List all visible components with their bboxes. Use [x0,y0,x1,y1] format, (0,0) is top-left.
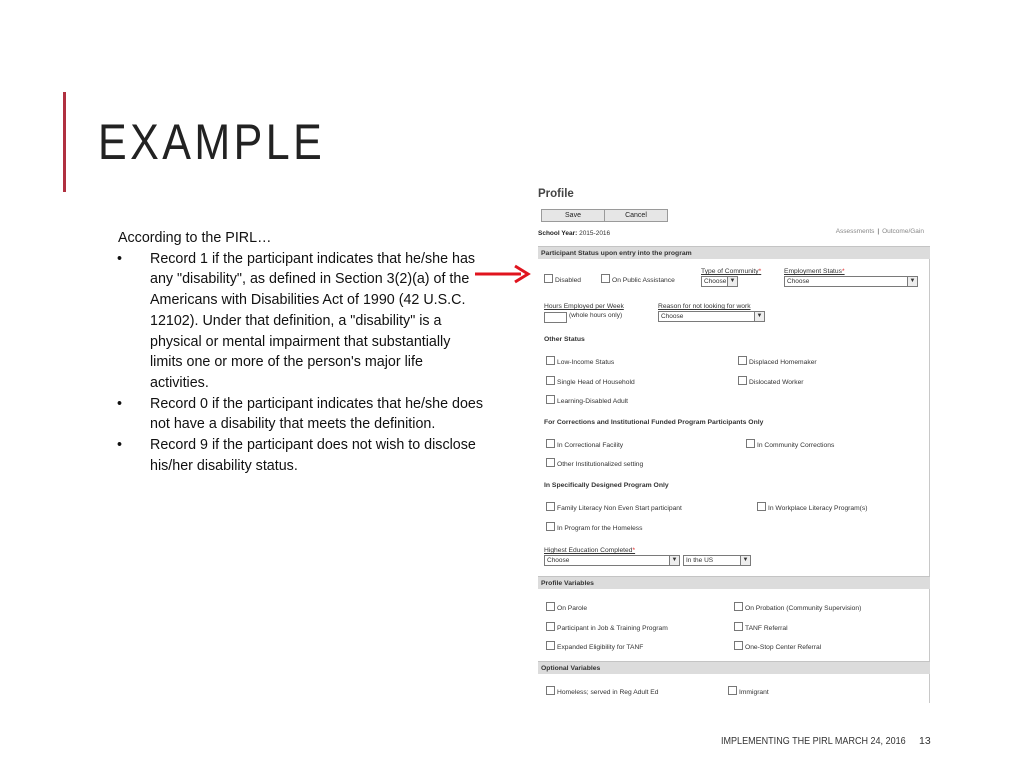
checkbox-label: Low-Income Status [557,359,615,366]
on-probation-checkbox[interactable] [734,602,861,613]
section-participant-status: Participant Status upon entry into the program [538,246,930,259]
workplace-literacy-checkbox[interactable] [757,502,867,513]
family-literacy-checkbox[interactable] [546,502,682,513]
checkbox-label: Homeless; served in Reg Adult Ed [557,689,659,696]
checkbox-box[interactable] [546,395,555,404]
title-accent-bar [63,92,66,192]
footer-text: IMPLEMENTING THE PIRL MARCH 24, 2016 [721,735,906,747]
checkbox-box[interactable] [738,356,747,365]
checkbox-box[interactable] [757,502,766,511]
checkbox-box[interactable] [546,686,555,695]
checkbox-box[interactable] [546,522,555,531]
one-stop-checkbox[interactable] [734,641,821,652]
form-links [836,228,924,235]
learning-disabled-checkbox[interactable] [546,395,628,406]
checkbox-box[interactable] [546,502,555,511]
correctional-facility-checkbox[interactable] [546,439,623,450]
single-head-checkbox[interactable] [546,376,635,387]
hours-employed-label: Hours Employed per Week [544,303,624,310]
slide-body [118,228,483,476]
bullet-text: Record 0 if the participant indicates that he/she does not have a disability that meets the definition. [150,395,484,433]
checkbox-box[interactable] [546,458,555,467]
education-location-select[interactable] [683,555,751,566]
displaced-homemaker-checkbox[interactable] [738,356,817,367]
label-text: Highest Education Completed [544,547,633,554]
checkbox-label: Single Head of Household [557,379,635,386]
cancel-button[interactable]: Cancel [604,209,668,222]
school-year [538,230,610,237]
checkbox-box[interactable] [546,356,555,365]
select-value: Choose [704,278,727,285]
checkbox-box[interactable] [734,641,743,650]
assessments-link[interactable]: Assessments [835,228,875,235]
bullet-icon: • [117,395,123,412]
checkbox-box[interactable] [734,622,743,631]
section-profile-variables: Profile Variables [538,576,930,589]
checkbox-box[interactable] [546,622,555,631]
chevron-down-icon[interactable]: ▼ [727,277,737,286]
outcome-gain-link[interactable]: Outcome/Gain [882,228,924,235]
specific-program-heading: In Specifically Designed Program Only [544,482,669,489]
chevron-down-icon[interactable]: ▼ [907,277,917,286]
chevron-down-icon[interactable]: ▼ [754,312,764,321]
low-income-checkbox[interactable] [546,356,614,367]
bullet-icon: • [117,250,123,267]
public-assistance-checkbox[interactable] [601,274,675,285]
highest-education-select[interactable] [544,555,680,566]
checkbox-label: On Probation (Community Supervision) [745,605,862,612]
highest-education-label [544,547,635,555]
save-button[interactable]: Save [541,209,605,222]
homeless-program-checkbox[interactable] [546,522,643,533]
other-institutionalized-checkbox[interactable] [546,458,643,469]
checkbox-label: TANF Referral [745,625,788,632]
label-text: Employment Status [784,268,842,275]
school-year-value: 2015-2016 [579,230,611,237]
reason-select[interactable] [658,311,765,322]
school-year-label: School Year: [538,230,578,237]
section-optional-variables: Optional Variables [538,661,930,674]
tanf-referral-checkbox[interactable] [734,622,788,633]
select-value: Choose [547,557,570,564]
corrections-heading: For Corrections and Institutional Funded Program Participants Only [544,419,764,426]
page-number: 13 [919,735,931,747]
immigrant-checkbox[interactable] [728,686,769,697]
form-border [929,246,930,703]
checkbox-box[interactable] [734,602,743,611]
checkbox-label: On Public Assistance [612,277,675,284]
employment-status-select[interactable] [784,276,918,287]
dislocated-worker-checkbox[interactable] [738,376,804,387]
on-parole-checkbox[interactable] [546,602,587,613]
community-corrections-checkbox[interactable] [746,439,834,450]
hours-employed-input[interactable] [544,312,567,323]
slide-title: EXAMPLE [98,114,326,170]
checkbox-label: Participant in Job & Training Program [557,625,668,632]
checkbox-box[interactable] [738,376,747,385]
checkbox-label: Learning-Disabled Adult [557,398,629,405]
checkbox-label: Displaced Homemaker [749,359,817,366]
homeless-adult-ed-checkbox[interactable] [546,686,658,697]
bullet-item [118,249,483,394]
type-of-community-label [701,268,761,276]
checkbox-label: In Correctional Facility [557,442,624,449]
checkbox-label: In Workplace Literacy Program(s) [768,505,868,512]
whole-hours-hint: (whole hours only) [569,312,623,319]
select-value: In the US [686,557,714,564]
pointer-arrow-icon [473,263,535,285]
disabled-checkbox[interactable] [544,274,581,285]
other-status-heading: Other Status [544,336,585,343]
checkbox-box[interactable] [546,376,555,385]
bullet-item [118,394,483,435]
select-value: Choose [661,313,684,320]
checkbox-box[interactable] [546,602,555,611]
checkbox-label: Disabled [555,277,582,284]
checkbox-label: Immigrant [739,689,769,696]
chevron-down-icon[interactable]: ▼ [669,556,679,565]
bullet-list [118,249,483,477]
bullet-text: Record 9 if the participant does not wish to disclose his/her disability status. [150,437,476,474]
chevron-down-icon[interactable]: ▼ [740,556,750,565]
link-separator: | [877,228,880,235]
reason-not-looking-label: Reason for not looking for work [658,303,751,310]
checkbox-box[interactable] [728,686,737,695]
required-marker: * [841,268,845,275]
checkbox-box[interactable] [546,641,555,650]
required-marker: * [758,268,762,275]
checkbox-box[interactable] [601,274,610,283]
checkbox-label: One-Stop Center Referral [745,644,822,651]
job-training-checkbox[interactable] [546,622,668,633]
checkbox-box[interactable] [746,439,755,448]
checkbox-label: In Community Corrections [757,442,835,449]
checkbox-box[interactable] [546,439,555,448]
checkbox-box[interactable] [544,274,553,283]
community-select[interactable] [701,276,738,287]
label-text: Type of Community [701,268,759,275]
intro-text: According to the PIRL… [118,230,272,246]
checkbox-label: Other Institutionalized setting [557,461,644,468]
checkbox-label: Expanded Eligibility for TANF [557,644,644,651]
select-value: Choose [787,278,810,285]
profile-form-screenshot [538,186,930,703]
bullet-item [118,435,483,476]
checkbox-label: On Parole [557,605,588,612]
checkbox-label: In Program for the Homeless [557,525,643,532]
checkbox-label: Dislocated Worker [749,379,804,386]
bullet-icon: • [117,437,123,454]
bullet-text: Record 1 if the participant indicates that he/she has any "disability", as defined in Section 3(2)(a) of the Americans with Disabilities Act of 1990 (42 U.S.C. 12102). Under that definition, a "disability" is a physical or mental impairment that substantially limits one or more of the person's major life activities. [150,250,476,391]
expanded-tanf-checkbox[interactable] [546,641,643,652]
employment-status-label [784,268,845,276]
checkbox-label: Family Literacy Non Even Start participant [557,505,682,512]
required-marker: * [632,547,636,554]
form-title: Profile [538,188,574,200]
